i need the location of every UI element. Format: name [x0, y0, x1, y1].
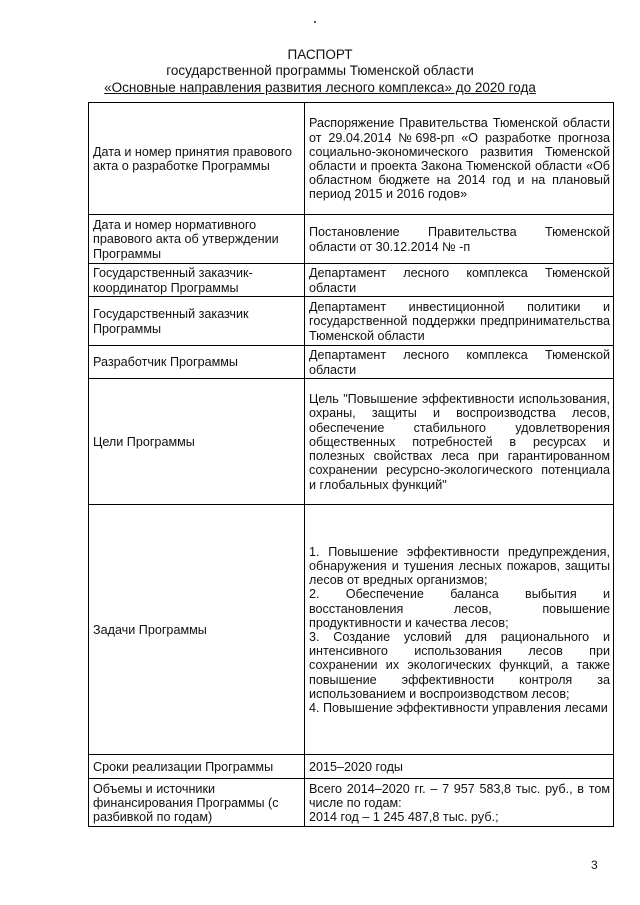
- funding-line: 2014 год – 1 245 487,8 тыс. руб.;: [309, 810, 499, 825]
- row-value: Постановление Правительства Тюменской области от 30.12.2014 № -п: [305, 215, 614, 264]
- table-row: [89, 103, 614, 215]
- task-item: 3. Создание условий для рационального и интенсивного использования лесов при сохранении их экологических функций, а также повышение эффективности контроля за использованием и воспроизводством лесов;: [309, 630, 610, 701]
- task-item: 1. Повышение эффективности предупреждения, обнаружения и тушения лесных пожаров, защиты лесов от вредных организмов;: [309, 544, 610, 588]
- task-item: 2. Обеспечение баланса выбытия и восстановления лесов, повышение продуктивности и качества лесов;: [309, 587, 610, 630]
- row-label: Цели Программы: [89, 379, 305, 505]
- document-subtitle: государственной программы Тюменской области: [166, 63, 474, 78]
- passport-table: [88, 102, 614, 827]
- row-value: 2015–2020 годы: [305, 755, 614, 779]
- row-label: Разработчик Программы: [89, 346, 305, 379]
- page-number: 3: [591, 858, 598, 872]
- row-value: Департамент лесного комплекса Тюменской области: [305, 346, 614, 379]
- row-label: Государственный заказчик Программы: [89, 297, 305, 346]
- table-row: [89, 215, 614, 264]
- program-name-line: [0, 80, 640, 95]
- table-row: [89, 505, 614, 755]
- row-label: Объемы и источники финансирования Программы (с разбивкой по годам): [89, 779, 305, 827]
- row-value: [305, 779, 614, 827]
- row-value: [305, 505, 614, 755]
- table-row: [89, 297, 614, 346]
- funding-line: Всего 2014–2020 гг. – 7 957 583,8 тыс. руб., в том числе по годам:: [309, 781, 610, 810]
- table-row: [89, 264, 614, 297]
- row-value: Департамент лесного комплекса Тюменской области: [305, 264, 614, 297]
- row-label: Сроки реализации Программы: [89, 755, 305, 779]
- table-row: [89, 379, 614, 505]
- program-name: «Основные направления развития лесного комплекса» до 2020 года: [104, 80, 536, 95]
- row-label: Дата и номер нормативного правового акта об утверждении Программы: [89, 215, 305, 264]
- row-label: Дата и номер принятия правового акта о разработке Программы: [89, 103, 305, 215]
- row-label: Задачи Программы: [89, 505, 305, 755]
- table-row: [89, 755, 614, 779]
- table-row: [89, 779, 614, 827]
- table-row: [89, 346, 614, 379]
- task-item: 4. Повышение эффективности управления лесами: [309, 701, 608, 716]
- row-value: Департамент инвестиционной политики и государственной поддержки предпринимательства Тюменской области: [305, 297, 614, 346]
- scan-speck: [314, 21, 316, 23]
- row-value: Распоряжение Правительства Тюменской области от 29.04.2014 №698-рп «О разработке прогноза социально-экономического развития Тюменской области и проекта Закона Тюменской области «Об областном бюджете на 2014 год и на плановый период 2015 и 2016 годов»: [305, 103, 614, 215]
- document-title: ПАСПОРТ: [287, 47, 353, 62]
- row-value: Цель "Повышение эффективности использования, охраны, защиты и воспроизводства лесов, обеспечение стабильного удовлетворения общественных потребностей в ресурсах и полезных свойствах леса при гарантированном сохранении ресурсно-экологического потенциала и глобальных функций": [305, 379, 614, 505]
- row-label: Государственный заказчик-координатор Программы: [89, 264, 305, 297]
